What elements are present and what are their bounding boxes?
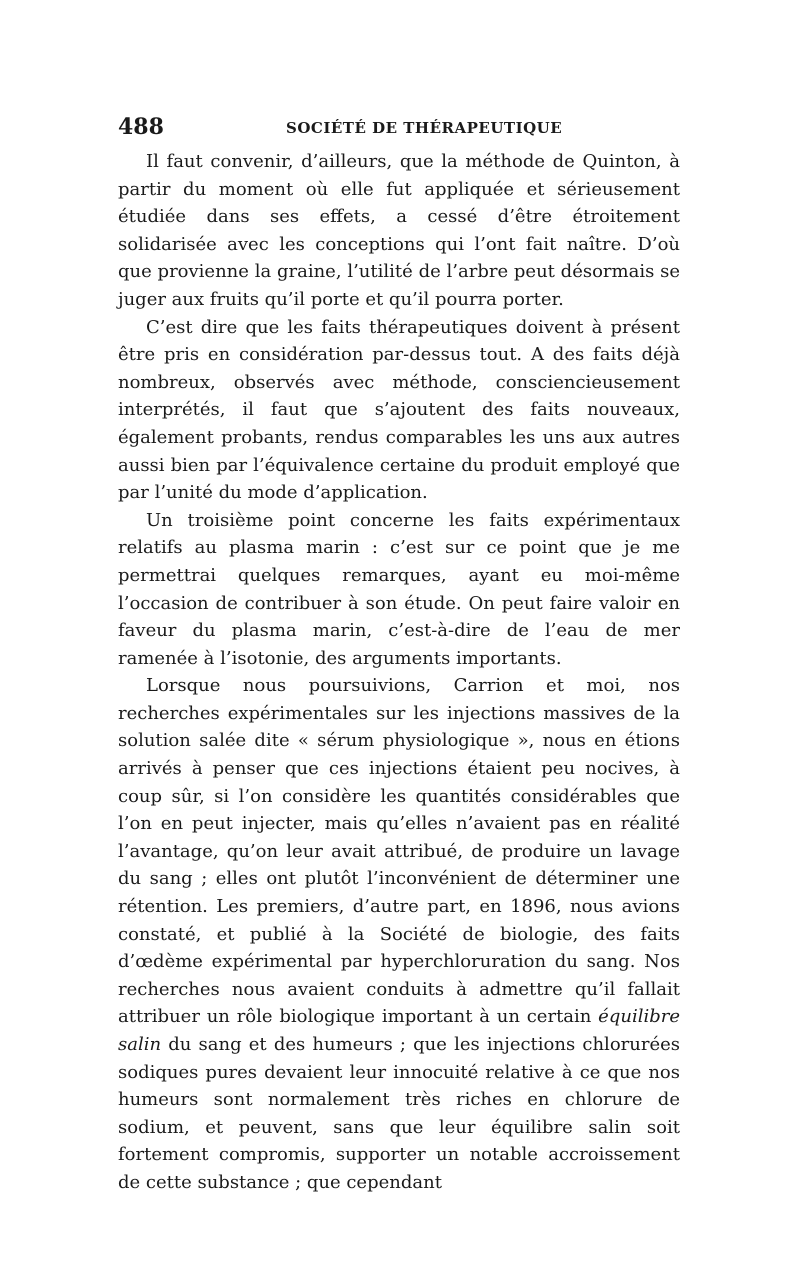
paragraph-4-text-before: Lorsque nous poursuivions, Carrion et moi, nos recherches expérimentales sur les injections massives de la solution salée dite « sérum physiologique », nous en étions arrivés à penser que ces injections étaient peu nocives, à coup sûr, si l’on considère les quantités considérables que l’on en peut injecter, mais qu’elles n’avaient pas en réalité l’avantage, qu’on leur avait attribué, de produire un lavage du sang ; elles ont plutôt l’inconvénient de déterminer une rétention. Les premiers, d’autre part, en 1896, nous avions constaté, et publié à la Société de biologie, des faits d’œdème expérimental par hyperchloruration du sang. Nos recherches nous avaient conduits à admettre qu’il fallait attribuer un rôle biologique important à un certain: [118, 675, 680, 1028]
page-header: [118, 112, 680, 142]
page-number: 488: [118, 114, 164, 140]
paragraph-4: [118, 672, 680, 1196]
running-title: SOCIÉTÉ DE THÉRAPEUTIQUE: [286, 119, 563, 137]
paragraph-1: Il faut convenir, d’ailleurs, que la méthode de Quinton, à partir du moment où elle fut appliquée et sérieusement étudiée dans ses effets, a cessé d’être étroitement solidarisée avec les conceptions qui l’ont fait naître. D’où que provienne la graine, l’utilité de l’arbre peut désormais se juger aux fruits qu’il porte et qu’il pourra porter.: [118, 151, 680, 310]
body-text: [118, 148, 680, 1197]
paragraph-4-emphasis: équilibre salin: [118, 1006, 680, 1055]
paragraph-4-text-after: du sang et des humeurs ; que les injections chlorurées sodiques pures devaient leur innocuité relative à ce que nos humeurs sont normalement très riches en chlorure de sodium, et peuvent, sans que leur équilibre salin soit fortement compromis, supporter un notable accroissement de cette substance ; que cependant: [118, 1034, 680, 1193]
paragraph-2: C’est dire que les faits thérapeutiques doivent à présent être pris en considération par-dessus tout. A des faits déjà nombreux, observés avec méthode, consciencieusement interprétés, il faut que s’ajoutent des faits nouveaux, également probants, rendus comparables les uns aux autres aussi bien par l’équivalence certaine du produit employé que par l’unité du mode d’application.: [118, 316, 680, 504]
paragraph-3: Un troisième point concerne les faits expérimentaux relatifs au plasma marin : c’est sur ce point que je me permettrai quelques remarques, ayant eu moi-même l’occasion de contribuer à son étude. On peut faire valoir en faveur du plasma marin, c’est-à-dire de l’eau de mer ramenée à l’isotonie, des arguments importants.: [118, 509, 680, 669]
